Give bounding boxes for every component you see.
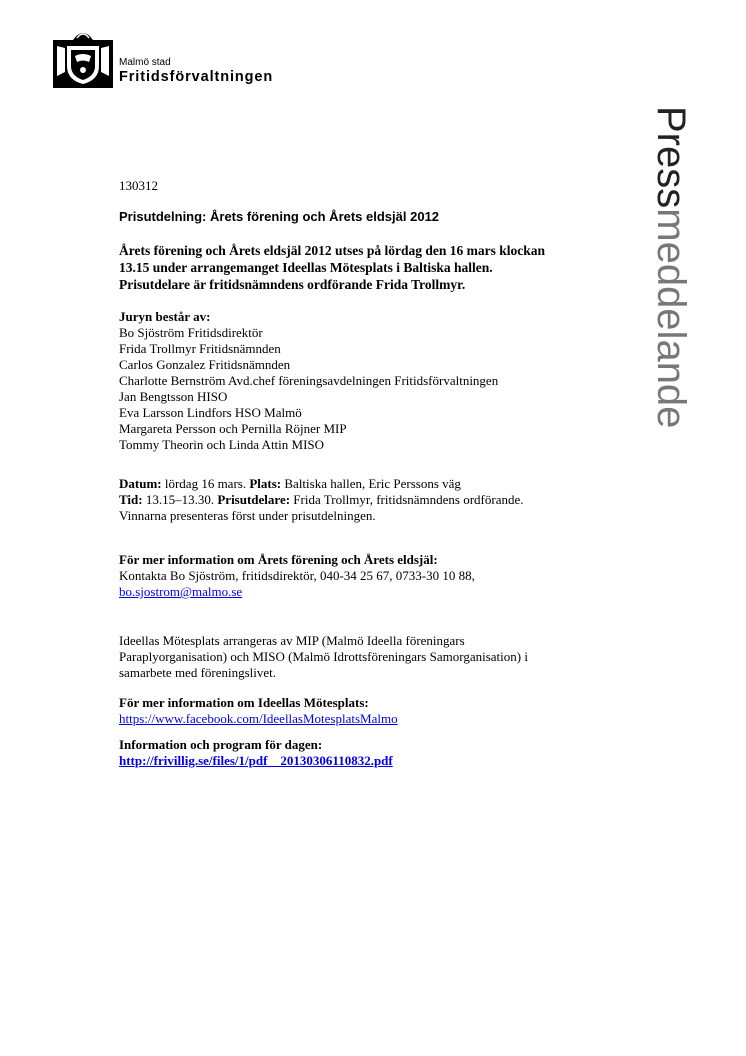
organizers-paragraph <box>119 633 589 681</box>
email-link[interactable]: bo.sjostrom@malmo.se <box>119 584 243 599</box>
organizers-line: samarbete med föreningslivet. <box>119 665 277 680</box>
list-item: Carlos Gonzalez Fritidsnämnden <box>119 357 291 372</box>
jury-list <box>119 325 589 453</box>
press-word-part1: Press <box>649 106 693 209</box>
prisutdelare-label: Prisutdelare: <box>217 492 291 507</box>
lead-line: Prisutdelare är fritidsnämndens ordförande Frida Trollmyr. <box>119 277 466 292</box>
malmo-coat-of-arms-icon <box>53 26 113 88</box>
tid-label: Tid: <box>119 492 143 507</box>
contact-info <box>119 552 589 600</box>
jury-heading: Juryn består av: <box>119 309 211 324</box>
lead-line: 13.15 under arrangemanget Ideellas Mötesplats i Baltiska hallen. <box>119 260 493 275</box>
org-department: Fritidsförvaltningen <box>119 69 274 85</box>
list-item: Bo Sjöström Fritidsdirektör <box>119 325 263 340</box>
tid-value: 13.15–13.30. <box>142 492 218 507</box>
program-heading: Information och program för dagen: <box>119 737 323 752</box>
document-date: 130312 <box>119 178 158 193</box>
datum-value: lördag 16 mars. <box>161 476 250 491</box>
press-release-word <box>637 106 705 428</box>
facebook-link[interactable]: https://www.facebook.com/IdeellasMotesplatsMalmo <box>119 711 398 726</box>
list-item: Margareta Persson och Pernilla Röjner MIP <box>119 421 347 436</box>
info-heading: För mer information om Årets förening och Årets eldsjäl: <box>119 552 438 567</box>
plats-value: Baltiska hallen, Eric Perssons väg <box>281 476 461 491</box>
plats-label: Plats: <box>249 476 282 491</box>
facts-note: Vinnarna presenteras först under prisutdelningen. <box>119 508 376 523</box>
program-info <box>119 737 589 769</box>
lead-paragraph <box>119 242 589 293</box>
list-item: Jan Bengtsson HISO <box>119 389 228 404</box>
list-item: Tommy Theorin och Linda Attin MISO <box>119 437 325 452</box>
organization-name <box>119 57 273 86</box>
list-item: Charlotte Bernström Avd.chef föreningsavdelningen Fritidsförvaltningen <box>119 373 499 388</box>
prisutdelare-value: Frida Trollmyr, fritidsnämndens ordförande. <box>290 492 524 507</box>
organizers-line: Paraplyorganisation) och MISO (Malmö Idrottsföreningars Samorganisation) i <box>119 649 528 664</box>
document-title: Prisutdelning: Årets förening och Årets eldsjäl 2012 <box>119 209 440 224</box>
press-word-part2: meddelande <box>649 208 693 429</box>
event-facts <box>119 476 589 524</box>
document-body <box>119 178 589 779</box>
contact-text: Kontakta Bo Sjöström, fritidsdirektör, 040-34 25 67, 0733-30 10 88, <box>119 568 475 583</box>
list-item: Frida Trollmyr Fritidsnämnden <box>119 341 281 356</box>
motesplats-heading: För mer information om Ideellas Mötesplats: <box>119 695 369 710</box>
press-release-label <box>637 106 705 546</box>
organizers-line: Ideellas Mötesplats arrangeras av MIP (Malmö Ideella föreningars <box>119 633 465 648</box>
lead-line: Årets förening och Årets eldsjäl 2012 utses på lördag den 16 mars klockan <box>119 243 546 258</box>
motesplats-info <box>119 695 589 727</box>
list-item: Eva Larsson Lindfors HSO Malmö <box>119 405 302 420</box>
datum-label: Datum: <box>119 476 162 491</box>
org-city: Malmö stad <box>119 57 171 68</box>
program-pdf-link[interactable]: http://frivillig.se/files/1/pdf__20130306110832.pdf <box>119 753 393 768</box>
